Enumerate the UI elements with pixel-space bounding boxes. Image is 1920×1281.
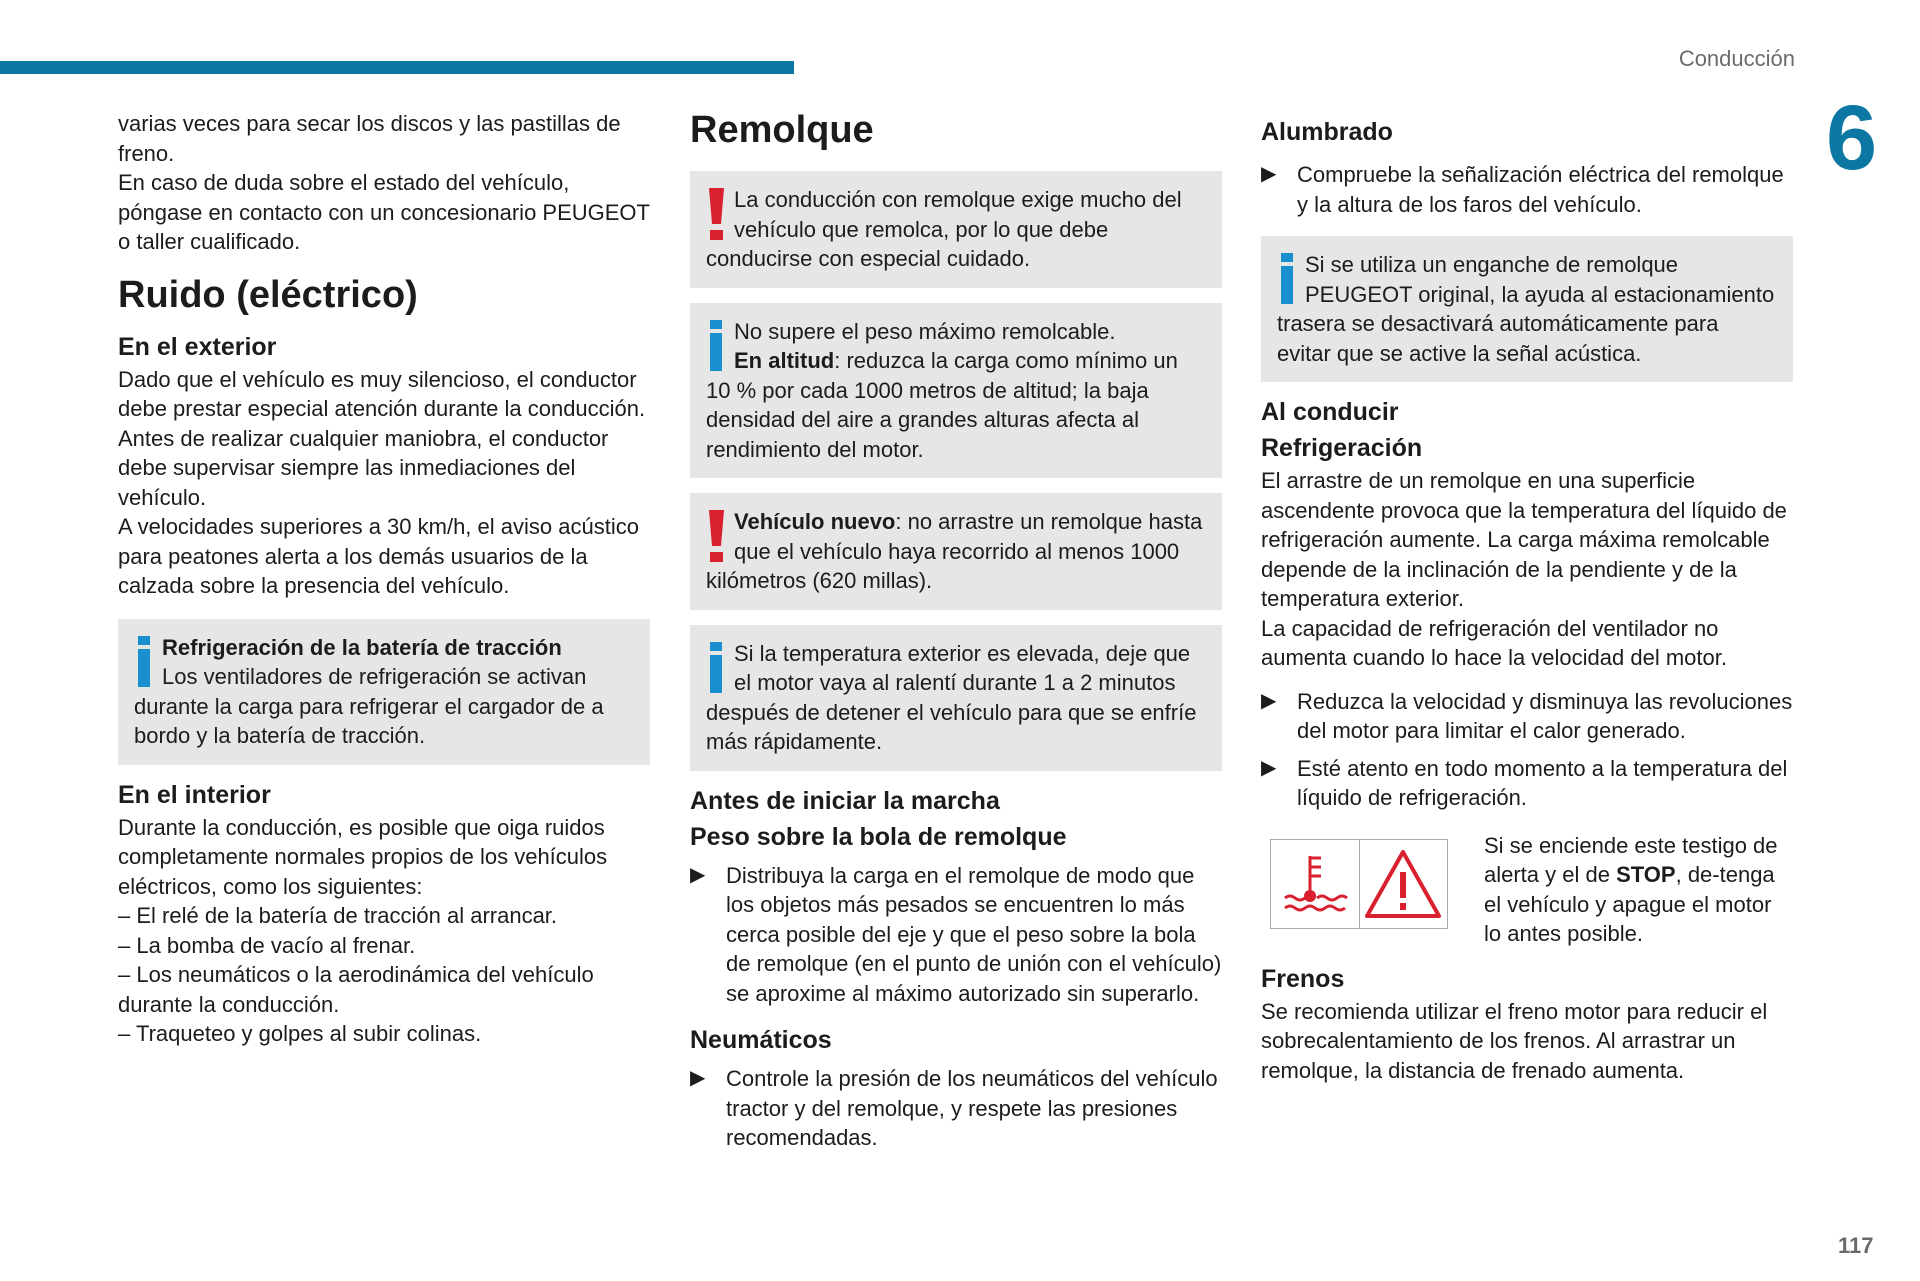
heading-neumaticos: Neumáticos (690, 1026, 832, 1054)
paragraph: Dado que el vehículo es muy silencioso, el conductor debe prestar especial atención durante la conducción. (118, 366, 646, 421)
box-text: Si se utiliza un enganche de remolque PEUGEOT original, la ayuda al estacionamiento trasera se desactivará automáticamente para evitar que se active la señal acústica. (1277, 252, 1775, 366)
info-box (690, 303, 1222, 479)
exclamation-icon (706, 510, 734, 564)
paragraph: Durante la conducción, es posible que oiga ruidos completamente normales propios de los vehículos eléctricos, como los siguientes: (118, 814, 608, 899)
triangle-right-icon: ▶ (1261, 163, 1277, 185)
heading-interior: En el interior (118, 780, 271, 809)
bullet-item (1261, 687, 1793, 746)
warning-box (690, 493, 1222, 610)
triangle-right-icon: ▶ (690, 863, 706, 886)
heading-al-conducir: Al conducir (1261, 398, 1399, 426)
heading-refrigeracion: Refrigeración (1261, 434, 1423, 462)
bullet-text: Esté atento en todo momento a la temperatura del líquido de refrigeración. (1297, 755, 1788, 810)
bullet-text: Reduzca la velocidad y disminuya las revoluciones del motor para limitar el calor generado. (1297, 688, 1793, 743)
warning-lamp-icons (1270, 839, 1448, 929)
info-icon (1277, 253, 1305, 307)
heading-remolque: Remolque (690, 109, 874, 151)
paragraph: Se recomienda utilizar el freno motor para reducir el sobrecalentamiento de los frenos. Al arrastrar un remolque, la distancia de frenado aumenta. (1261, 998, 1768, 1083)
column-1 (118, 109, 650, 1049)
heading-antes: Antes de iniciar la marcha (690, 786, 1000, 815)
bullet-text: Controle la presión de los neumáticos del vehículo tractor y del remolque, y respete las presiones recomendadas. (726, 1066, 1218, 1150)
info-icon (134, 636, 162, 690)
info-icon (706, 320, 734, 374)
page-number: 117 (1838, 1233, 1874, 1258)
box-text: La conducción con remolque exige mucho del vehículo que remolca, por lo que debe conducirse con especial cuidado. (706, 187, 1182, 271)
warning-lamps (1261, 831, 1793, 949)
bullet-item (690, 1064, 1222, 1153)
exclamation-icon (706, 188, 734, 242)
triangle-right-icon: ▶ (1261, 689, 1277, 712)
paragraph: La capacidad de refrigeración del ventilador no aumenta cuando lo hace la velocidad del motor. (1261, 615, 1727, 670)
column-3 (1261, 114, 1793, 1085)
paragraph: El arrastre de un remolque en una superficie ascendente provoca que la temperatura del líquido de refrigeración aumente. La carga máxima remolcable depende de la inclinación de la pendiente y de la temperatura exterior. (1261, 468, 1787, 611)
box-text: No supere el peso máximo remolcable. (734, 318, 1116, 344)
triangle-right-icon: ▶ (690, 1067, 706, 1089)
box-text: Si la temperatura exterior es elevada, deje que el motor vaya al ralentí durante 1 a 2 minutos después de detener el vehículo para que se enfríe más rápidamente. (706, 640, 1197, 754)
paragraph: varias veces para secar los discos y las pastillas de freno. (118, 111, 621, 166)
section-title: Conducción (1678, 46, 1795, 71)
info-box (690, 625, 1222, 771)
heading-alumbrado: Alumbrado (1261, 118, 1393, 146)
info-box (1261, 236, 1793, 382)
paragraph: Antes de realizar cualquier maniobra, el conductor debe supervisar siempre las inmediaciones del vehículo. (118, 425, 609, 510)
bullet-text: Distribuya la carga en el remolque de modo que los objetos más pesados se encuentren lo más cerca posible del eje y que el peso sobre la bola de remolque (en el punto de unión con el vehículo) se aproxime al máximo autorizado sin superarlo. (726, 862, 1222, 1006)
warning-box (690, 171, 1222, 288)
heading-peso: Peso sobre la bola de remolque (690, 822, 1067, 851)
heading-frenos: Frenos (1261, 964, 1345, 993)
list-item: – Los neumáticos o la aerodinámica del vehículo durante la conducción. (118, 962, 594, 1017)
list-item: – La bomba de vacío al frenar. (118, 932, 416, 958)
info-icon (706, 642, 734, 696)
column-2 (690, 106, 1222, 1153)
header-accent-bar (0, 61, 794, 74)
bullet-item (1261, 160, 1793, 219)
bullet-item (690, 861, 1222, 1009)
paragraph: En caso de duda sobre el estado del vehículo, póngase en contacto con un concesionario PEUGEOT o taller cualificado. (118, 170, 650, 254)
bullet-text: Compruebe la señalización eléctrica del remolque y la altura de los faros del vehículo. (1297, 162, 1784, 217)
heading-ruido: Ruido (eléctrico) (118, 273, 418, 316)
list-item: – El relé de la batería de tracción al arrancar. (118, 903, 558, 928)
box-text: : no arrastre un remolque hasta que el vehículo haya recorrido al menos 1000 kilómetros (620 millas). (706, 509, 1203, 593)
box-bold-text: En altitud (734, 348, 835, 373)
box-text: : reduzca la carga como mínimo un 10 % por cada 1000 metros de altitud; la baja densidad del aire a grandes alturas afecta al rendimiento del motor. (706, 348, 1178, 462)
triangle-right-icon: ▶ (1261, 756, 1277, 779)
coolant-temperature-icon (1271, 840, 1359, 928)
box-text: Los ventiladores de refrigeración se activan durante la carga para refrigerar el cargador de a bordo y la batería de tracción. (134, 664, 604, 748)
warning-lamp-text: Si se enciende este testigo de alerta y el de STOP, de-tenga el vehículo y apague el motor lo antes posible. (1484, 832, 1778, 946)
paragraph: A velocidades superiores a 30 km/h, el aviso acústico para peatones alerta a los demás usuarios de la calzada sobre la presencia del vehículo. (118, 514, 639, 598)
box-title: Refrigeración de la batería de tracción (162, 634, 562, 660)
warning-triangle-icon (1359, 840, 1448, 928)
list-item: – Traqueteo y golpes al subir colinas. (118, 1021, 482, 1046)
heading-exterior: En el exterior (118, 332, 277, 361)
info-box-battery (118, 619, 650, 765)
box-bold-text: Vehículo nuevo (734, 509, 896, 534)
chapter-number: 6 (1826, 87, 1878, 189)
bullet-item (1261, 754, 1793, 813)
